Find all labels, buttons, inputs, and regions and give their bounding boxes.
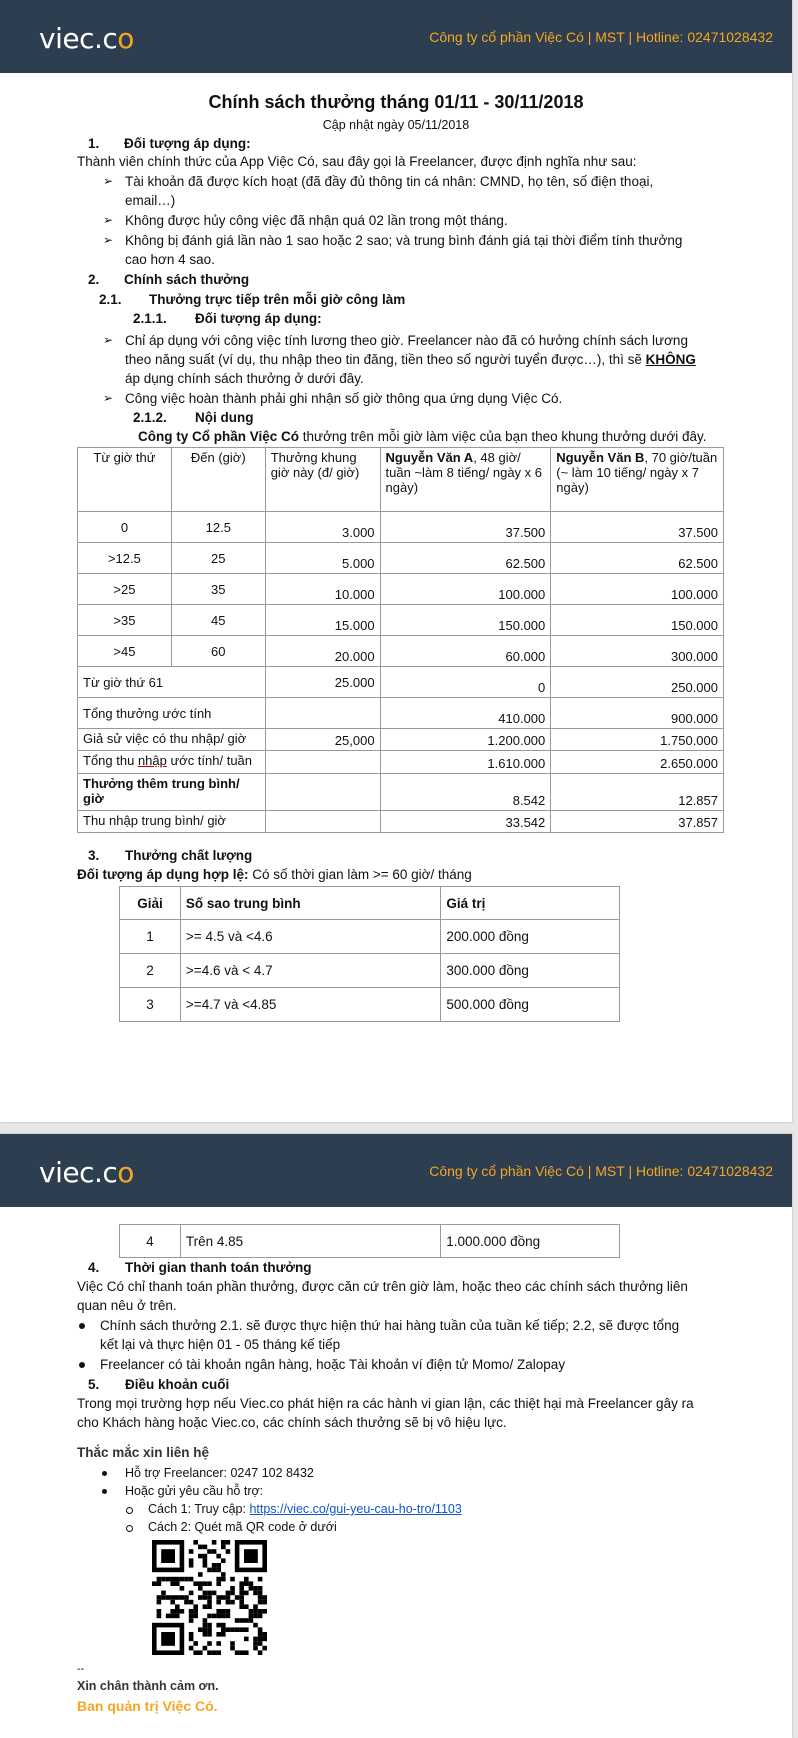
section-2-1-1-heading: Đối tượng áp dụng: xyxy=(195,311,322,326)
khong-emphasis: KHÔNG xyxy=(645,352,696,367)
weekly-income-label: Tổng thu nhập ước tính/ tuần xyxy=(78,751,266,774)
section-1-heading: Đối tượng áp dụng: xyxy=(124,136,251,151)
table-row: 1 >= 4.5 và <4.6 200.000 đồng xyxy=(120,920,620,954)
s2-bullet-1b: theo năng suất (ví dụ, thu nhập theo tin đăng, tiền theo số người tuyển được…), thì sẽ KHÔNG xyxy=(125,352,696,367)
s2-bullet-1a: Chỉ áp dụng với công việc tính lương theo giờ. Freelancer nào đã có hưởng chính sách lương xyxy=(125,333,688,348)
document-title: Chính sách thưởng tháng 01/11 - 30/11/2018 xyxy=(208,92,584,112)
s4-bullet-1a: Chính sách thưởng 2.1. sẽ được thực hiện thứ hai hàng tuần của tuần kế tiếp; 2.2, sẽ được tổng xyxy=(100,1318,680,1333)
quality-bonus-table-continued xyxy=(119,1224,620,1258)
page-header xyxy=(0,1134,792,1207)
section-2-number: 2. xyxy=(88,272,100,287)
s2-bullet-2: Công việc hoàn thành phải ghi nhận số giờ thông qua ứng dụng Việc Có. xyxy=(125,391,563,406)
section-5-number: 5. xyxy=(88,1377,100,1392)
closing-signature: Ban quản trị Việc Có. xyxy=(77,1698,218,1714)
arrow-bullet-icon: ➢ xyxy=(103,174,114,188)
hollow-bullet-icon xyxy=(126,1525,133,1532)
bullet-icon xyxy=(79,1362,85,1368)
s4-bullet-1b: kết lại và thực hiện 01 - 05 tháng kế tiếp xyxy=(100,1337,341,1352)
s1-bullet-2: Không được hủy công việc đã nhận quá 02 lần trong một tháng. xyxy=(125,213,508,228)
table-row: 3 >=4.7 và <4.85 500.000 đồng xyxy=(120,988,620,1022)
section-2-heading: Chính sách thưởng xyxy=(124,272,250,287)
closing-thanks: Xin chân thành cảm ơn. xyxy=(77,1679,219,1693)
hollow-bullet-icon xyxy=(126,1507,133,1514)
section-2-1-2-heading: Nội dung xyxy=(195,410,254,425)
quality-bonus-table xyxy=(119,886,620,1022)
support-request-link[interactable]: https://viec.co/gui-yeu-cau-ho-tro/1103 xyxy=(249,1502,462,1516)
s4-bullet-2: Freelancer có tài khoản ngân hàng, hoặc Tài khoản ví điện tử Momo/ Zalopay xyxy=(100,1357,566,1372)
contact-method-1: Cách 1: Truy cập: https://viec.co/gui-yeu-cau-ho-tro/1103 xyxy=(148,1502,462,1516)
bullet-icon xyxy=(102,1471,107,1476)
viecco-logo: viec.co xyxy=(39,1156,134,1189)
qr-code-icon xyxy=(152,1540,267,1655)
contact-hotline: Hỗ trợ Freelancer: 0247 102 8432 xyxy=(125,1466,314,1480)
contact-request: Hoặc gửi yêu cầu hỗ trợ: xyxy=(125,1484,264,1498)
section-2-1-number: 2.1. xyxy=(99,292,122,307)
table-row: >12.5 25 5.000 62.500 62.500 xyxy=(78,543,724,574)
viecco-logo: viec.co xyxy=(39,22,134,55)
contact-method-2: Cách 2: Quét mã QR code ở dưới xyxy=(148,1520,337,1534)
table-row: 2 >=4.6 và < 4.7 300.000 đồng xyxy=(120,954,620,988)
arrow-bullet-icon: ➢ xyxy=(103,333,114,347)
section-2-1-2-number: 2.1.2. xyxy=(133,410,167,425)
col-header-from: Từ giờ thứ xyxy=(78,448,172,512)
s1-bullet-3a: Không bị đánh giá lần nào 1 sao hoặc 2 sao; và trung bình đánh giá tại thời điểm tính thưởng xyxy=(125,233,683,248)
s2-bullet-1c: áp dụng chính sách thưởng ở dưới đây. xyxy=(125,371,364,386)
table-row: >25 35 10.000 100.000 100.000 xyxy=(78,574,724,605)
section-1-number: 1. xyxy=(88,136,100,151)
arrow-bullet-icon: ➢ xyxy=(103,391,114,405)
bullet-icon xyxy=(102,1489,107,1494)
document-page-2 xyxy=(0,1134,792,1738)
table-row: 0 12.5 3.000 37.500 37.500 xyxy=(78,512,724,543)
table-header-row xyxy=(78,448,724,512)
table-row: Thưởng thêm trung bình/ giờ 8.542 12.857 xyxy=(78,774,724,811)
header-company-info: Công ty cổ phần Việc Có | MST | Hotline: 02471028432 xyxy=(429,29,773,45)
table-row: >45 60 20.000 60.000 300.000 xyxy=(78,636,724,667)
bullet-icon xyxy=(79,1323,85,1329)
section-5-p1: Trong mọi trường hợp nếu Viec.co phát hiện ra các hành vi gian lận, các thiệt hại mà Freelancer gây ra xyxy=(77,1396,694,1411)
section-2-1-heading: Thưởng trực tiếp trên mỗi giờ công làm xyxy=(149,292,406,307)
page-header xyxy=(0,0,792,73)
section-4-p1: Việc Có chỉ thanh toán phần thưởng, được căn cứ trên giờ làm, hoặc theo các chính sách thưởng liên xyxy=(77,1279,688,1294)
section-5-heading: Điều khoản cuối xyxy=(125,1377,230,1392)
section-3-number: 3. xyxy=(88,848,100,863)
hourly-bonus-table xyxy=(77,447,724,833)
table-row: Giả sử việc có thu nhập/ giờ 25,000 1.200.000 1.750.000 xyxy=(78,729,724,751)
col-header-nguyen-van-b: Nguyễn Văn B, 70 giờ/tuần (~ làm 10 tiếng/ ngày x 7 ngày) xyxy=(551,448,724,512)
section-4-number: 4. xyxy=(88,1260,100,1275)
arrow-bullet-icon: ➢ xyxy=(103,213,114,227)
table-row: >35 45 15.000 150.000 150.000 xyxy=(78,605,724,636)
s1-bullet-1b: email…) xyxy=(125,193,176,208)
col-header-rate: Thưởng khung giờ này (đ/ giờ) xyxy=(265,448,380,512)
table-row: 4 Trên 4.85 1.000.000 đồng xyxy=(120,1225,620,1258)
section-4-heading: Thời gian thanh toán thưởng xyxy=(125,1260,312,1275)
section-3-heading: Thưởng chất lượng xyxy=(125,848,253,863)
table-row: Tổng thu nhập ước tính/ tuần 1.610.000 2.650.000 xyxy=(78,751,724,774)
contact-heading: Thắc mắc xin liên hệ xyxy=(77,1445,210,1460)
section-2-1-2-content: Công ty Cổ phần Việc Có thưởng trên mỗi giờ làm việc của bạn theo khung thưởng dưới đây. xyxy=(138,429,707,444)
section-5-p2: cho Khách hàng hoặc Viec.co, các chính sách thưởng sẽ bị vô hiệu lực. xyxy=(77,1415,507,1430)
section-2-1-1-number: 2.1.1. xyxy=(133,311,167,326)
section-1-intro: Thành viên chính thức của App Việc Có, sau đây gọi là Freelancer, được định nghĩa như sau: xyxy=(77,154,637,169)
table-row: Từ giờ thứ 61 25.000 0 250.000 xyxy=(78,667,724,698)
col-header-nguyen-van-a: Nguyễn Văn A, 48 giờ/ tuần ~làm 8 tiếng/ ngày x 6 ngày) xyxy=(380,448,551,512)
closing-dash: -- xyxy=(77,1663,85,1675)
updated-date: Cập nhật ngày 05/11/2018 xyxy=(322,118,470,132)
table-header-row: Giải Số sao trung bình Giá trị xyxy=(120,887,620,920)
section-3-eligibility: Đối tượng áp dụng hợp lệ: Có số thời gian làm >= 60 giờ/ tháng xyxy=(77,867,472,882)
section-4-p2: quan nêu ở trên. xyxy=(77,1298,177,1313)
table-row: Thu nhập trung bình/ giờ 33.542 37.857 xyxy=(78,811,724,833)
arrow-bullet-icon: ➢ xyxy=(103,233,114,247)
s1-bullet-1a: Tài khoản đã được kích hoạt (đã đầy đủ thông tin cá nhân: CMND, họ tên, số điện thoại, xyxy=(125,174,654,189)
table-row: Tổng thưởng ước tính 410.000 900.000 xyxy=(78,698,724,729)
s1-bullet-3b: cao hơn 4 sao. xyxy=(125,252,215,267)
col-header-to: Đến (giờ) xyxy=(171,448,265,512)
header-company-info: Công ty cổ phần Việc Có | MST | Hotline: 02471028432 xyxy=(429,1163,773,1179)
